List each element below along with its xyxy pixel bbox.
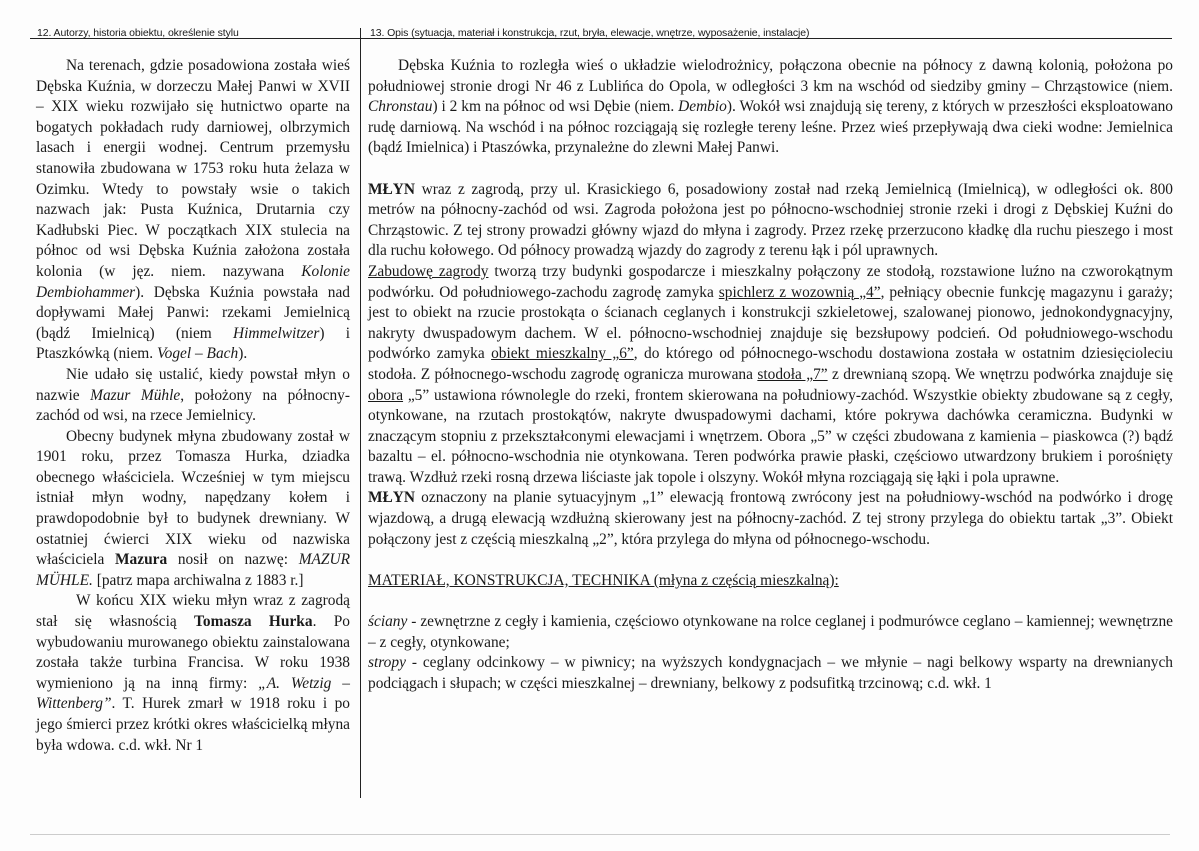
- history-paragraph-2: Nie udało się ustalić, kiedy powstał młyn o nazwie Mazur Mühle, położony na północny-zachód od wsi, na rzece Jemielnicy.: [36, 365, 350, 425]
- description-paragraph-2: MŁYN wraz z zagrodą, przy ul. Krasickiego 6, posadowiony został nad rzeką Jemielnicą (Imielnicą), w odległości ok. 800 metrów na północny-zachód od wsi. Zagroda położona jest po północno-wschodniej stronie rzeki i drogi z Dębskiej Kuźni do Chrząstowic. Z tej strony prowadzi główny wjazd do młyna i zagrody. Przez rzekę przerzucono kładkę dla ruchu pieszego i most dla ruchu kołowego. Od północy prowadzą wjazdy do zagrody z terenu łąk i pól uprawnych.: [368, 180, 1173, 260]
- header-rule: [30, 38, 1172, 39]
- description-column: [368, 56, 1173, 694]
- ceilings-entry: stropy - ceglany odcinkowy – w piwnicy; na wyższych kondygnacjach – we młynie – nagi belkowy wsparty na drewnianych podciągach i słupach; w części mieszkalnej – drewniany, belkowy z podsufitką trzcinową; c.d. wkł. 1: [368, 654, 1173, 692]
- history-paragraph-1: Na terenach, gdzie posadowiona została wieś Dębska Kuźnia, w dorzeczu Małej Panwi w XVII – XIX wieku rozwijało się hutnictwo oparte na bogatych pokładach rudy darniowej, olbrzymich lasach i energii wodnej. Centrum przemysłu stanowiła zbudowana w 1753 roku huta żelaza w Ozimku. Wtedy to powstały wsie o takich nazwach jak: Pusta Kuźnica, Drutarnia czy Kadłubski Piec. W początkach XIX stulecia na północ od wsi Dębska Kuźnia założona została kolonia (w jęz. niem. nazywana Kolonie Dembiohammer). Dębska Kuźnia powstała nad dopływami Małej Panwi: rzekami Jemielnicą (bądź Imielnicą) (niem Himmelwitzer) i Ptaszkówką (niem. Vogel – Bach).: [36, 57, 351, 363]
- bottom-edge-line: [30, 834, 1170, 835]
- description-paragraph-1: Dębska Kuźnia to rozległa wieś o układzie wielodrożnicy, połączona obecnie na północy z dawną kolonią, położona po południowej stronie drogi Nr 46 z Lublińca do Opola, w odległości 3 km na wschód od siedziby gminy – Chrząstowice (niem. Chronstau) i 2 km na północ od wsi Dębie (niem. Dembio). Wokół wsi znajdują się tereny, z których w przeszłości eksploatowano rudę darniową. Na wschód i na północ rozciągają się rozległe tereny leśne. Przez wieś przepływają dwa cieki wodne: Jemielnica (bądź Imielnica) i Ptaszówka, przynależne do zlewni Małej Panwi.: [368, 57, 1174, 157]
- column-divider: [360, 28, 361, 798]
- header-left: 12. Autorzy, historia obiektu, określenie stylu: [37, 27, 239, 39]
- history-column: [36, 56, 350, 756]
- section-heading: MATERIAŁ, KONSTRUKCJA, TECHNIKA (młyna z częścią mieszkalną):: [368, 571, 839, 589]
- description-paragraph-4: MŁYN oznaczony na planie sytuacyjnym „1” elewacją frontową zwrócony jest na południowy-wschód na podwórko i drogę wjazdową, a drugą elewacją wzdłużną skierowany jest na północny-zachód. Z tej strony przylega do obiektu tartak „3”. Obiekt połączony jest z częścią mieszkalną „2”, która przylega do młyna od północnego-wschodu.: [368, 489, 1173, 548]
- history-paragraph-4: W końcu XIX wieku młyn wraz z zagrodą stał się własnością Tomasza Hurka. Po wybudowaniu murowanego obiektu zainstalowana została także turbina Francisa. W roku 1938 wymieniono ją na inną firmy: „A. Wetzig – Wittenberg”. T. Hurek zmarł w 1918 roku i po jego śmierci przez krótki okres właścicielką młyna była wdowa. c.d. wkł. Nr 1: [36, 592, 351, 754]
- walls-entry: ściany - zewnętrzne z cegły i kamienia, częściowo otynkowane na rolce ceglanej i podmurówce ceglano – kamiennej; wewnętrzne – z cegły, otynkowane;: [368, 613, 1173, 651]
- description-paragraph-3: Zabudowę zagrody tworzą trzy budynki gospodarcze i mieszkalny połączony ze stodołą, rozstawione luźno na czworokątnym podwórku. Od południowego-zachodu zagrodę zamyka spichlerz z wozownią „4”, pełniący obecnie funkcję magazynu i garaży; jest to obiekt na rzucie prostokąta o ścianach ceglanych i konstrukcji szkieletowej, szalowanej pionowo, jednokondygnacyjny, nakryty dwuspadowym dachem. W el. północno-wschodniej znajduje się bezsłupowy podcień. Od południowego-wschodu podwórko zamyka obiekt mieszkalny „6”, do którego od północnego-wschodu dostawiona została w ostatnim dziesięcioleciu stodoła. Z północnego-wschodu zagrodę ogranicza murowana stodoła „7” z drewnianą szopą. We wnętrzu podwórka znajduje się obora „5” ustawiona równolegle do rzeki, frontem skierowana na południowy-zachód. Wszystkie obiekty zbudowane są z cegły, otynkowane, na rzutach prostokątów, nakryte dwuspadowymi dachami, które pokrywa dachówka ceramiczna. Budynki w znaczącym stopniu z przekształconymi elewacjami i wnętrzem. Obora „5” w części zbudowana z kamienia – piaskowca (?) bądź bazaltu – el. północno-wschodnia nie otynkowana. Teren podwórka prawie płaski, częściowo utwardzony brukiem i porośnięty trawą. Wzdłuż rzeki rosną drzewa liściaste jak topole i olszyny. Wokół młyna rozciągają się łąki i pola uprawne.: [368, 262, 1173, 486]
- header-right: 13. Opis (sytuacja, materiał i konstrukcja, rzut, bryła, elewacje, wnętrze, wyposażenie, instalacje): [370, 27, 810, 39]
- history-paragraph-3: Obecny budynek młyna zbudowany został w 1901 roku, przez Tomasza Hurka, dziadka obecnego właściciela. Wcześniej w tym miejscu istniał młyn wodny, napędzany kołem i prawdopodobnie był to budynek drewniany. W ostatniej ćwierci XIX wieku od nazwiska właściciela Mazura nosił on nazwę: MAZUR MÜHLE. [patrz mapa archiwalna z 1883 r.]: [36, 427, 351, 589]
